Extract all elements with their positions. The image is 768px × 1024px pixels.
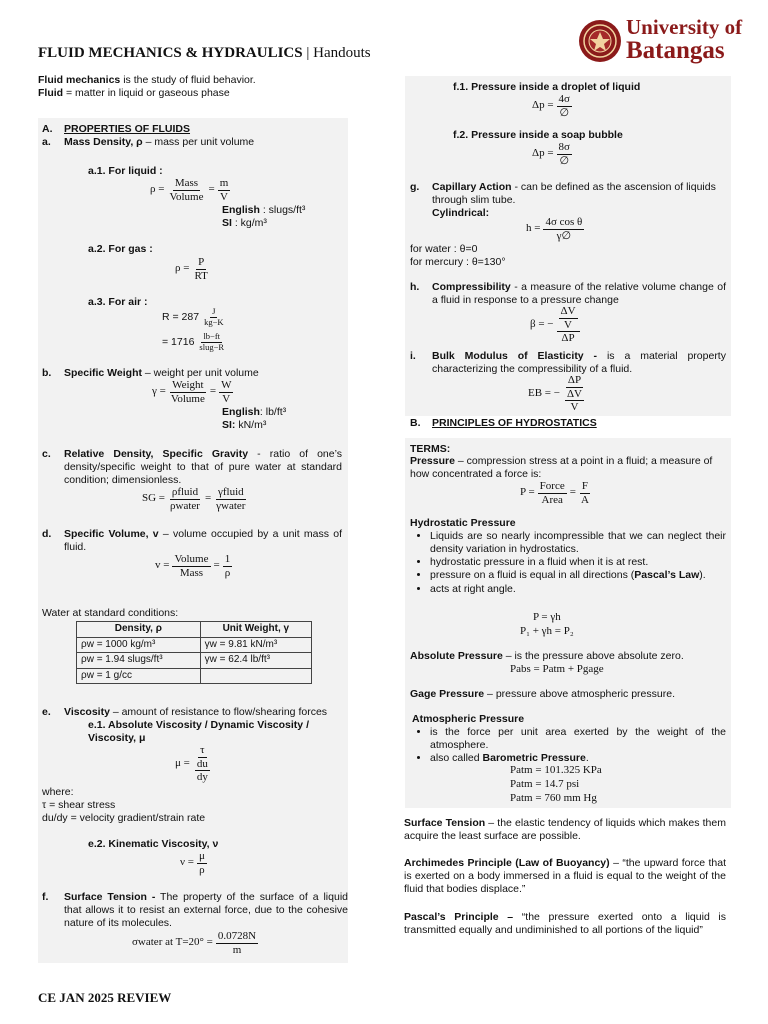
g-lhs: h = xyxy=(526,222,541,235)
c-equation: SG = $\frac{\text{ρfluid}}{\text{ρwater}}$ = $\frac{\text{γfluid}}{\text{γwater}}$ xyxy=(142,486,246,512)
sg-title: Relative Density, Specific Gravity xyxy=(64,448,249,460)
list-item: • is the force per unit area exerted by the weight of the atmosphere. xyxy=(430,726,726,752)
c-den1: ρwater xyxy=(170,499,200,512)
c-lhs: SG = xyxy=(142,492,166,505)
compressibility-def: - a measure of the relative volume change of a fluid in response to a pressure change xyxy=(432,281,726,307)
c-num1: ρfluid xyxy=(171,486,199,498)
gage-term: Gage Pressure xyxy=(410,688,485,700)
viscosity-def: – amount of resistance to flow/shearing forces xyxy=(109,706,328,718)
a3-r1-den: kg−K xyxy=(204,316,224,327)
atm-b2-bold: Barometric Pressure xyxy=(482,752,586,765)
arch-text: – “the upward force that is exerted on a body immersed in a fluid is equal to the weight of the fluid that bodies displace.” xyxy=(404,857,726,896)
e2-heading: e.2. Kinematic Viscosity, ν xyxy=(88,838,219,850)
a2-num: P xyxy=(198,256,205,268)
university-seal-icon xyxy=(578,19,622,63)
item-g xyxy=(410,181,726,220)
a1-si-label: SI xyxy=(222,217,232,230)
c-num2: γfluid xyxy=(217,486,244,498)
g-mercury: for mercury : θ=130° xyxy=(410,256,506,269)
intro-term-1: Fluid mechanics xyxy=(38,74,121,86)
f-num: 0.0728N xyxy=(217,930,257,942)
intro xyxy=(38,74,368,100)
hydro-b3-post: ). xyxy=(699,569,706,582)
e1-heading: e.1. Absolute Viscosity / Dynamic Viscosity / Viscosity, μ xyxy=(88,719,309,745)
a3-r2-num: lb−ft xyxy=(203,331,221,341)
a3-r1: R = 287 xyxy=(162,310,200,323)
atm-eq3: Patm = 760 mm Hg xyxy=(510,791,597,804)
list-item: • Liquids are so nearly incompressible that we can neglect their density variation in hydrostatics. xyxy=(430,530,726,556)
d-lhs: v = xyxy=(155,559,170,572)
a1-den2: V xyxy=(220,190,228,203)
table-header: Density, ρ xyxy=(77,622,201,638)
a1-si-unit: : kg/m³ xyxy=(231,217,267,230)
a2-equation xyxy=(175,256,210,282)
table-cell xyxy=(200,668,311,684)
capillary-title: Capillary Action xyxy=(432,181,512,193)
section-b-letter: B. xyxy=(410,417,421,429)
abs-term: Absolute Pressure xyxy=(410,650,503,662)
f1-heading: f.1. Pressure inside a droplet of liquid xyxy=(453,81,641,93)
capillary-def: - can be defined as the ascension of liquids through slim tube. xyxy=(432,181,716,207)
atm-equations xyxy=(510,764,602,805)
f2-heading: f.2. Pressure inside a soap bubble xyxy=(453,129,623,141)
a2-den: RT xyxy=(194,269,208,282)
viscosity-title: Viscosity xyxy=(64,706,110,718)
a1-heading: a.1. For liquid : xyxy=(88,165,163,177)
title-bold: FLUID MECHANICS & HYDRAULICS xyxy=(38,45,303,61)
table-cell: ρw = 1000 kg/m³ xyxy=(77,637,201,653)
section-b-title: PRINCIPLES OF HYDROSTATICS xyxy=(432,417,597,429)
title-rest: | Handouts xyxy=(302,45,371,61)
i-num: ΔP xyxy=(567,374,582,386)
item-a-letter: a. xyxy=(42,136,51,149)
h-den: ΔP xyxy=(561,332,575,345)
st-text: – the elastic tendency of liquids which makes them acquire the least surface are possible. xyxy=(404,817,726,843)
intro-def-2: = matter in liquid or gaseous phase xyxy=(63,87,230,100)
d-num2: 1 xyxy=(224,553,231,565)
item-f xyxy=(42,891,348,930)
pascal-principle xyxy=(404,911,726,937)
item-h-letter: h. xyxy=(410,281,420,293)
b-units xyxy=(222,406,286,432)
pressure-term: Pressure xyxy=(410,455,455,467)
table-header: Unit Weight, γ xyxy=(200,622,311,638)
item-g-letter: g. xyxy=(410,181,420,193)
specific-volume-def: – volume occupied by a unit mass of fluid. xyxy=(64,528,342,554)
f1-num: 4σ xyxy=(558,93,570,105)
a1-num1: Mass xyxy=(174,177,199,189)
a3-equation-1 xyxy=(162,307,226,328)
d-equation: v = $\frac{\text{Volume}}{\text{Mass}}$ = $\frac{1}{\rho}$ xyxy=(155,553,231,579)
atm-b2-post: . xyxy=(585,752,589,765)
arch-term: Archimedes Principle (Law of Buoyancy) xyxy=(404,857,610,869)
f2-lhs: Δp = xyxy=(532,147,554,160)
atm-eq2: Patm = 14.7 psi xyxy=(510,777,580,790)
pressure-text: – compression stress at a point in a fluid; a measure of how concentrated a force is: xyxy=(410,455,713,481)
e2-equation xyxy=(180,850,207,876)
h-lhs: β = − xyxy=(530,318,554,331)
where-dudy: du/dy = velocity gradient/strain rate xyxy=(42,812,206,825)
b-num1: Weight xyxy=(172,379,204,391)
list-item: • acts at right angle. xyxy=(430,583,726,596)
f1-equation xyxy=(532,93,572,119)
hydro-b3-bold: Pascal’s Law xyxy=(634,569,700,582)
university-name xyxy=(626,16,742,64)
item-d xyxy=(42,528,342,554)
specific-volume-title: Specific Volume, v xyxy=(64,528,159,540)
b-english-label: English xyxy=(222,406,260,418)
e1-lhs: μ = xyxy=(175,757,190,770)
table-row xyxy=(77,637,312,653)
e1-num: τ xyxy=(200,744,205,756)
item-i xyxy=(410,350,726,376)
e1-den-num: du xyxy=(196,757,208,770)
a1-english-unit: : slugs/ft³ xyxy=(259,204,306,216)
b-english-unit: : lb/ft³ xyxy=(259,406,287,418)
h-equation xyxy=(530,305,580,345)
item-h xyxy=(410,281,726,307)
where-label: where: xyxy=(42,786,74,798)
a2-lhs: ρ = xyxy=(175,262,190,275)
a1-num2: m xyxy=(219,177,229,189)
pressure-def xyxy=(410,455,726,481)
university-logo xyxy=(578,16,758,66)
b-num2: W xyxy=(221,379,232,391)
terms-label: TERMS: xyxy=(410,443,451,455)
footer-text: CE JAN 2025 REVIEW xyxy=(38,990,172,1005)
item-b-letter: b. xyxy=(42,367,52,379)
item-c xyxy=(42,448,342,487)
h-num-den: V xyxy=(564,318,572,331)
atm-list xyxy=(410,726,726,765)
table-cell: γw = 62.4 lb/ft³ xyxy=(200,653,311,669)
hydro-eq2: P₁ + γh = P₂ xyxy=(520,624,574,637)
f2-equation xyxy=(532,141,572,167)
item-i-letter: i. xyxy=(410,350,416,362)
a1-english-label: English xyxy=(222,204,260,216)
water-caption: Water at standard conditions: xyxy=(42,607,179,619)
f2-den: ∅ xyxy=(559,154,570,167)
b-si-label: SI: xyxy=(222,419,236,432)
a3-r1-num: J xyxy=(212,306,216,316)
e2-lhs: ν = xyxy=(180,856,194,869)
g-water: for water : θ=0 xyxy=(410,243,478,255)
abs-equation: Pabs = Patm + Pgage xyxy=(510,663,604,675)
gage-text: – pressure above atmospheric pressure. xyxy=(484,688,675,700)
intro-def-1: is the study of fluid behavior. xyxy=(120,74,256,86)
compressibility-title: Compressibility xyxy=(432,281,511,293)
i-den-den: V xyxy=(570,401,579,414)
f1-lhs: Δp = xyxy=(532,99,554,112)
section-a-title: PROPERTIES OF FLUIDS xyxy=(64,123,191,135)
item-c-letter: c. xyxy=(42,448,51,460)
list-item: • hydrostatic pressure in a fluid when it is at rest. xyxy=(430,556,726,569)
capillary-cylindrical: Cylindrical: xyxy=(432,207,490,220)
h-num-num: ΔV xyxy=(560,305,576,317)
pascal-text: “the pressure exerted onto a liquid is transmitted equally and undiminished to all portions of the liquid” xyxy=(404,911,727,937)
surface-tension-title: Surface Tension - xyxy=(64,891,156,903)
a1-units xyxy=(222,204,305,230)
pressure-den1: Area xyxy=(541,493,563,506)
item-e-letter: e. xyxy=(42,706,51,718)
a3-equation-2 xyxy=(162,332,226,353)
f-den: m xyxy=(232,943,242,956)
f-lhs: σwater at T=20° = xyxy=(132,936,213,949)
sg-def: - ratio of one’s density/specific weight to that of pure water at standard condition; dimensionless. xyxy=(64,448,343,487)
b-lhs: γ = xyxy=(152,385,166,398)
d-den1: Mass xyxy=(179,566,204,579)
specific-weight-title: Specific Weight xyxy=(64,367,142,379)
d-den2: ρ xyxy=(224,566,231,579)
f-equation xyxy=(132,930,258,956)
pressure-num2: F xyxy=(581,480,588,492)
g-den: γ∅ xyxy=(556,229,572,242)
section-a-heading xyxy=(42,123,342,149)
a2-heading: a.2. For gas : xyxy=(88,243,153,255)
i-lhs: EB = − xyxy=(528,387,560,400)
g-num: 4σ cos θ xyxy=(545,216,583,228)
a1-equation: ρ = $\frac{\text{Mass}}{\text{Volume}}$ = $\frac{m}{V}$ xyxy=(150,177,229,203)
item-d-letter: d. xyxy=(42,528,52,540)
section-b-heading xyxy=(410,417,597,430)
abs-text: – is the pressure above absolute zero. xyxy=(502,650,684,662)
surface-tension-term xyxy=(404,817,726,843)
table-row xyxy=(77,653,312,669)
i-equation xyxy=(528,374,586,414)
hydro-title: Hydrostatic Pressure xyxy=(410,517,516,529)
pressure-equation: P = $\frac{\text{Force}}{\text{Area}}$ = $\frac{F}{A}$ xyxy=(520,480,589,506)
st-term: Surface Tension xyxy=(404,817,486,829)
e2-den: ρ xyxy=(199,863,205,876)
a3-r2-den: slug−R xyxy=(199,341,225,352)
a3-heading: a.3. For air : xyxy=(88,296,148,308)
table-header-row xyxy=(77,622,312,638)
university-line2: Batangas xyxy=(626,37,725,64)
specific-weight-def: – weight per unit volume xyxy=(142,367,259,379)
pressure-num1: Force xyxy=(539,480,565,492)
water-table xyxy=(76,621,312,684)
section-a-letter: A. xyxy=(42,123,53,135)
item-f-letter: f. xyxy=(42,891,49,903)
pressure-den2: A xyxy=(580,493,589,506)
b-equation: γ = $\frac{\text{Weight}}{\text{Volume}}$ = $\frac{W}{V}$ xyxy=(152,379,232,405)
b-den1: Volume xyxy=(170,392,205,405)
hydro-b3-pre: pressure on a fluid is equal in all directions ( xyxy=(430,569,635,582)
c-den2: γwater xyxy=(216,499,246,512)
b-den2: V xyxy=(222,392,231,405)
atm-eq1: Patm = 101.325 KPa xyxy=(510,764,602,776)
hydro-eq1: P = γh xyxy=(532,611,561,623)
table-cell: ρw = 1 g/cc xyxy=(77,668,201,684)
bulk-modulus-def: is a material property characterizing the compressibility of a fluid. xyxy=(432,350,726,376)
pressure-lhs: P = xyxy=(520,486,535,499)
hydro-equations xyxy=(520,611,574,639)
absolute-pressure xyxy=(410,650,726,663)
mass-density-title: Mass Density, ρ xyxy=(64,136,143,149)
gage-pressure xyxy=(410,688,726,701)
atm-title: Atmospheric Pressure xyxy=(412,713,525,725)
e2-num: μ xyxy=(198,850,205,862)
g-equation xyxy=(526,216,584,242)
i-den-num: ΔV xyxy=(566,387,582,400)
a1-den1: Volume xyxy=(169,190,204,203)
g-conditions xyxy=(410,243,506,269)
pascal-term: Pascal’s Principle – xyxy=(404,911,514,923)
e1-den-den: dy xyxy=(196,771,208,784)
where-block xyxy=(42,786,205,825)
f2-num: 8σ xyxy=(558,141,570,153)
e1-equation xyxy=(175,744,212,784)
list-item xyxy=(430,569,726,582)
a3-r2: = 1716 xyxy=(162,335,195,348)
a1-lhs: ρ = xyxy=(150,183,165,196)
university-line1: University of xyxy=(626,15,743,39)
intro-term-2: Fluid xyxy=(38,87,64,100)
bulk-modulus-title: Bulk Modulus of Elasticity - xyxy=(432,350,598,362)
surface-tension-def: The property of the surface of a liquid that allows it to resist an external force, due to the cohesive nature of its molecules. xyxy=(64,891,348,930)
table-cell: γw = 9.81 kN/m³ xyxy=(200,637,311,653)
page-title xyxy=(38,44,371,63)
table-cell: ρw = 1.94 slugs/ft³ xyxy=(77,653,201,669)
hydro-list xyxy=(410,530,726,596)
d-num1: Volume xyxy=(174,553,209,565)
table-row xyxy=(77,668,312,684)
mass-density-def: – mass per unit volume xyxy=(142,136,255,149)
f1-den: ∅ xyxy=(559,106,570,119)
item-e xyxy=(42,706,352,719)
archimedes-principle xyxy=(404,857,726,896)
b-si-unit: kN/m³ xyxy=(235,419,267,432)
where-tau: τ = shear stress xyxy=(42,799,116,812)
atm-b2-pre: also called xyxy=(430,752,483,765)
